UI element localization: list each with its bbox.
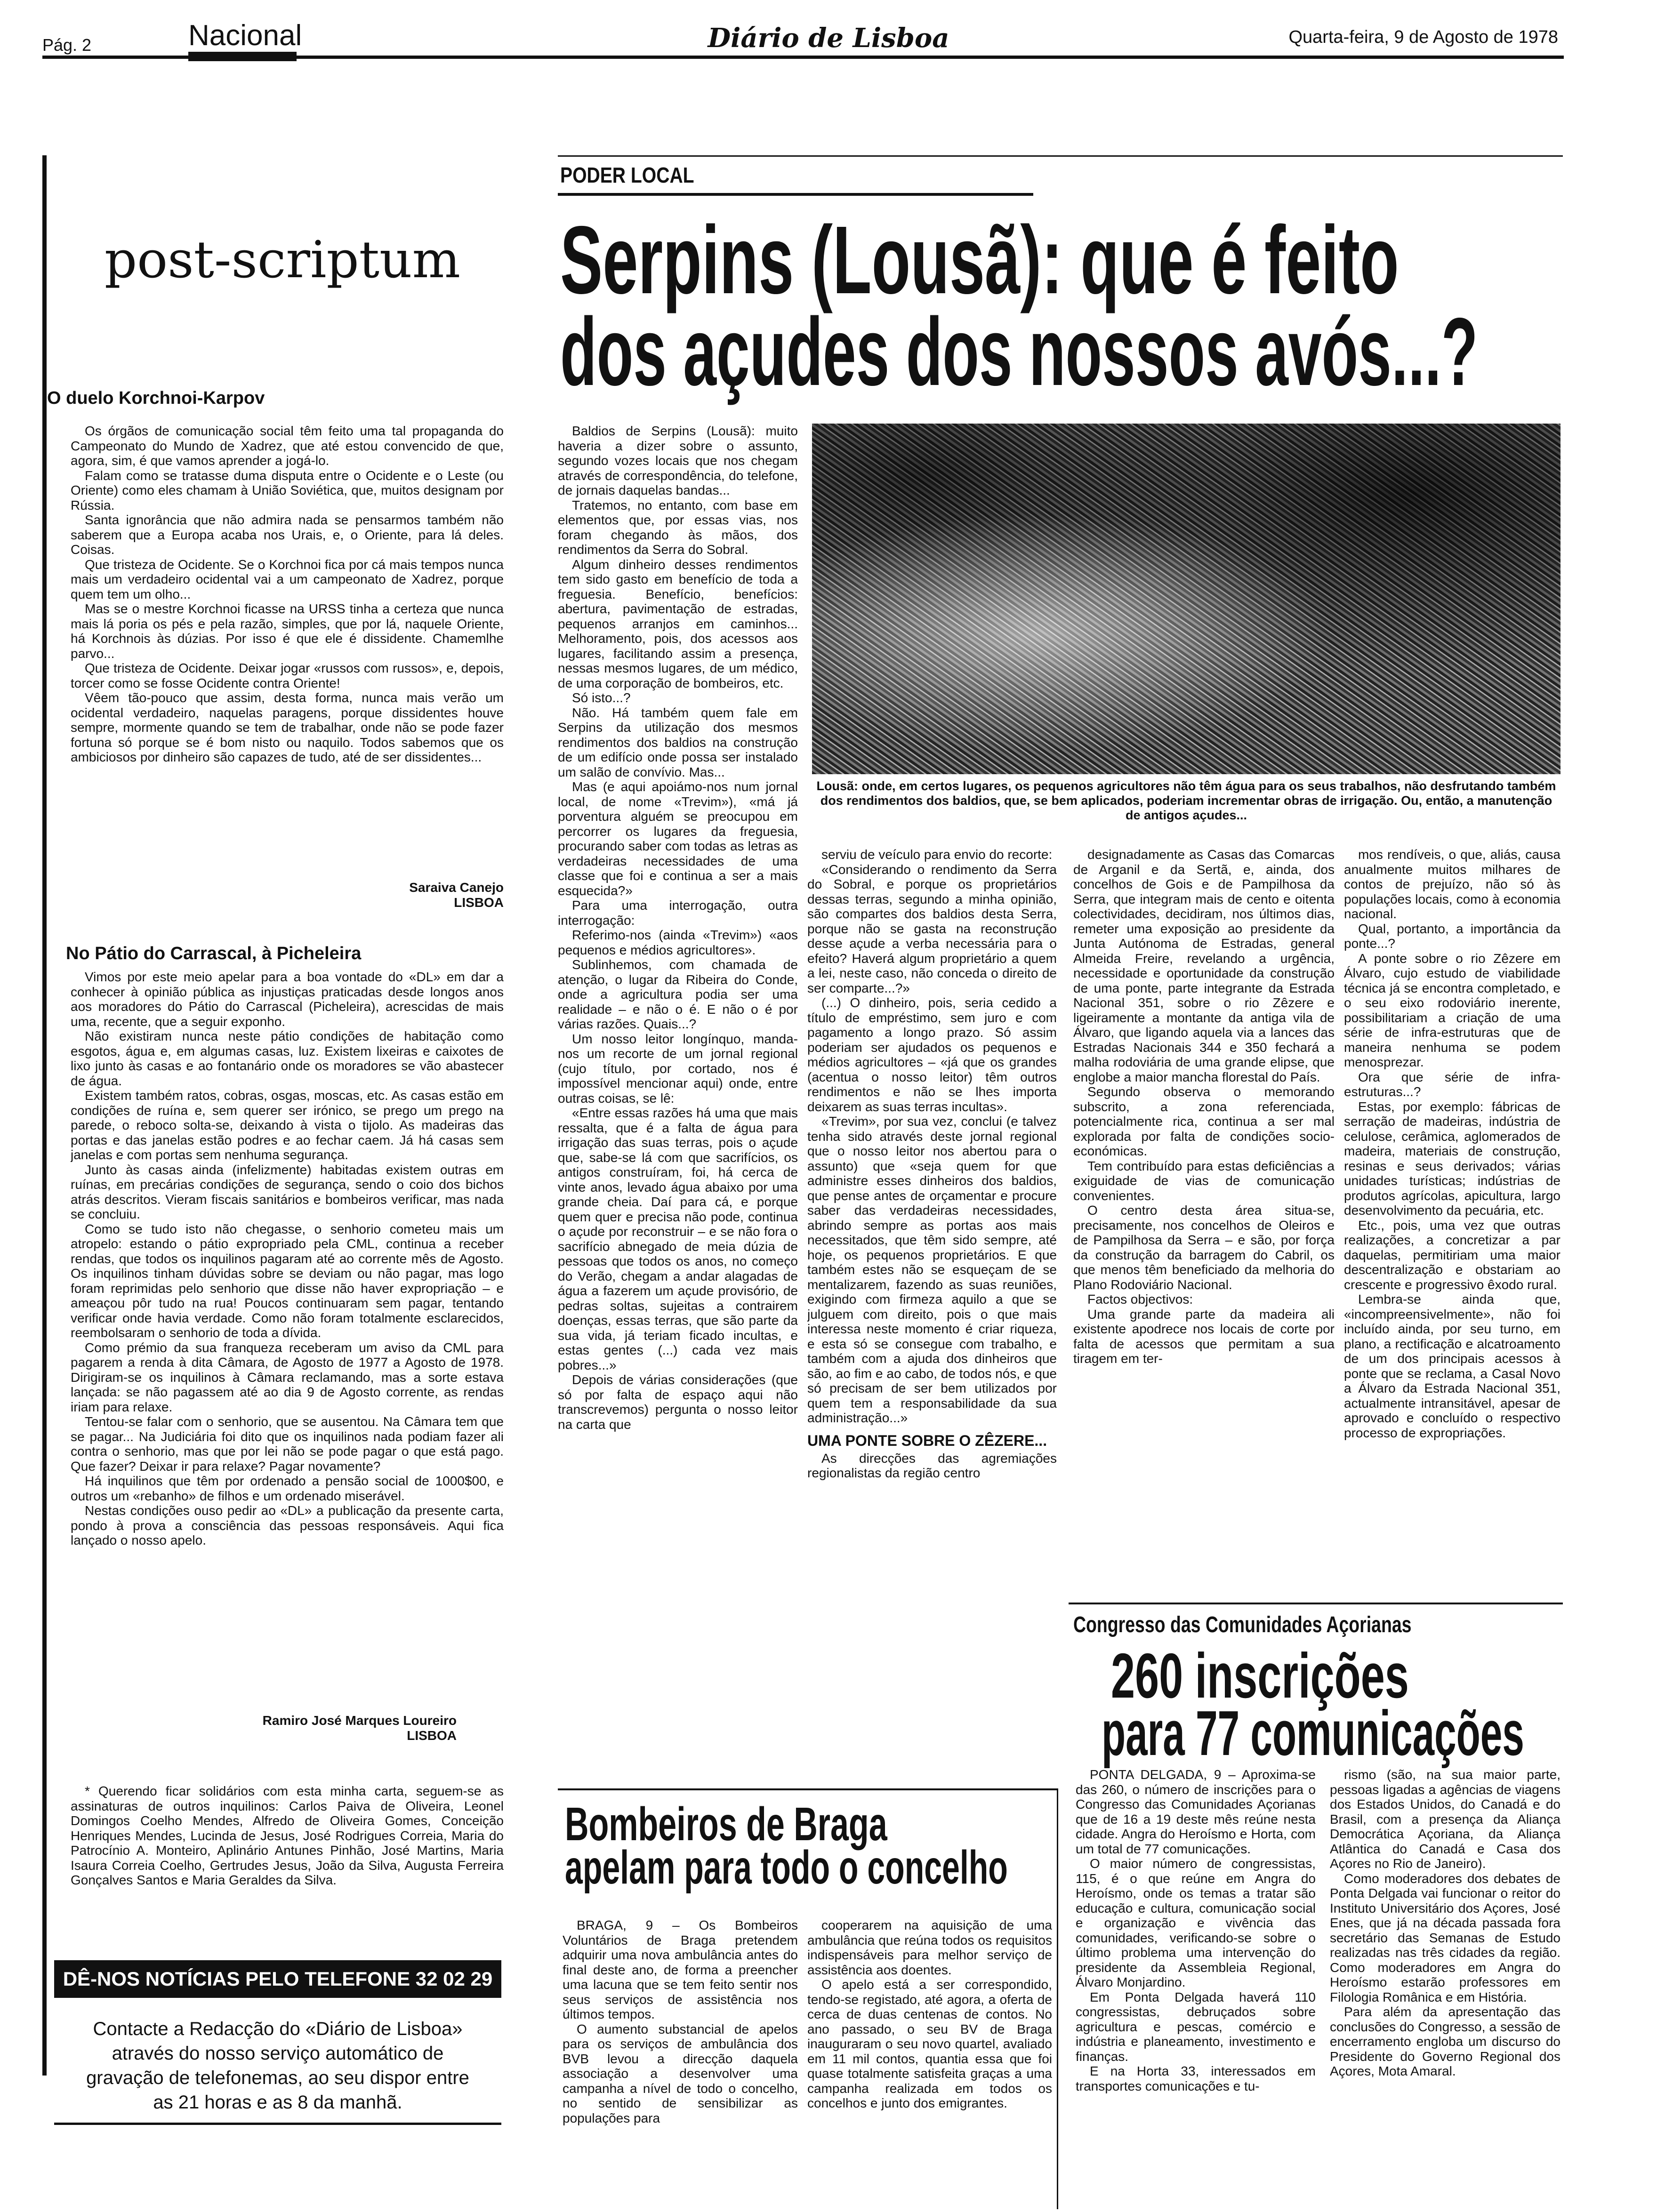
letter-heading: O duelo Korchnoi-Karpov (47, 388, 265, 408)
paragraph: O apelo está a ser correspondido, tendo-se registado, até agora, a oferta de cerca de duas centenas de contos. No ano passado, o seu BV de Braga inauguraram o seu novo quartel, avaliado em 11 mil contos, quantia essa que foi quase totalmente satisfeita graças a uma campanha realizada em todos os concelhos e junto dos emigrantes. (807, 1977, 1052, 2110)
contact-box-text: Contacte a Redacção do «Diário de Lisboa» através do nosso serviço automático de gravação de telefonemas, ao seu dispor entre as 21 horas e as 8 da manhã. (86, 2019, 469, 2113)
paragraph: designadamente as Casas das Comarcas de Arganil e da Sertã, e, ainda, dos concelhos de Gois e de Pampilhosa da Serra, que integram mais de cento e oitenta colectividades, decidiram, nos últimos dias, remeter uma exposição ao presidente da Junta Autónoma de Estradas, general Almeida Freire, revelando a urgência, necessidade e oportunidade da construção de uma ponte, parte integrante da Estrada Nacional 351, sobre o rio Zêzere e ligeiramente a montante da antiga vila de Álvaro, que ligando aquela via a lances das Estradas Nacionais 344 e 350 fechará a malha rodoviária de uma grande elipse, que englobe a maior mancha florestal do País. (1073, 847, 1335, 1084)
article-kicker (560, 162, 718, 188)
paragraph: Estas, por exemplo: fábricas de serração de madeiras, indústria de celulose, cerâmica, aglomerados de madeira, materiais de construção, resinas e seus derivados; várias unidades turísticas; indústrias de produtos agrícolas, apicultura, largo desenvolvimento da pecuária, etc. (1344, 1099, 1560, 1218)
signature-city: LISBOA (407, 1728, 457, 1743)
headline-line: 260 inscrições (1111, 1640, 1409, 1711)
congresso-rule (1069, 1603, 1563, 1604)
article-subhead: UMA PONTE SOBRE O ZÊZERE... (807, 1432, 1047, 1449)
letter-signature (71, 1713, 457, 1743)
paragraph: Como prémio da sua franqueza receberam um aviso da CML para pagarem a renda à dita Câmara, de Agosto de 1977 a Agosto de 1978. Dirigiram-se os inquilinos à Câmara reclamando, mas a sorte estava lançada: se não pagassem até ao dia 9 de Agosto corrente, as rendas iriam para relaxe. (71, 1340, 504, 1414)
paragraph: As direcções das agremiações regionalistas da região centro (807, 1451, 1057, 1480)
paragraph: cooperarem na aquisição de uma ambulância que reúna todos os requisitos indispensáveis para melhor serviço de assistência aos doentes. (807, 1918, 1052, 1977)
headline-line: apelam para todo o concelho (565, 1841, 1008, 1894)
paragraph: Para além da apresentação das conclusões do Congresso, a sessão de encerramento engloba um discurso do Presidente do Governo Regional dos Açores, Mota Amaral. (1330, 2004, 1560, 2078)
paragraph: Ora que série de infra-estruturas...? (1344, 1069, 1560, 1099)
bombeiros-headline (565, 1798, 1054, 1894)
letter-signature (71, 880, 504, 910)
paragraph: Factos objectivos: (1087, 1292, 1193, 1306)
paragraph: E na Horta 33, interessados em transportes comunicações e tu- (1076, 2064, 1316, 2093)
paragraph: Há inquilinos que têm por ordenado a pensão social de 1000$00, e outros um «rebanho» de filhos e um ordenado miserável. (71, 1474, 504, 1503)
postscriptum-title: post-scriptum (104, 231, 461, 289)
paragraph: Não. Há também quem fale em Serpins da utilização dos mesmos rendimentos dos baldios na construção de um edifício onde possa ser instalado um salão de convívio. Mas... (558, 705, 798, 779)
paragraph: Nestas condições ouso pedir ao «DL» a publicação da presente carta, pondo à prova a consciência das pessoas responsáveis. Aqui fica lançado o nosso apelo. (71, 1503, 504, 1547)
section-marker-bar (188, 52, 297, 61)
paragraph: Referimo-nos (ainda «Trevim») «aos pequenos e médios agricultores». (558, 928, 798, 957)
paragraph: Os órgãos de comunicação social têm feito uma tal propaganda do Campeonato do Mundo de Xadrez, que até estou convencido de que, agora, sim, é que vamos aprender a jogá-lo. (71, 424, 504, 468)
paragraph: rismo (são, na sua maior parte, pessoas ligadas a agências de viagens dos Estados Unidos, do Canadá e do Brasil, com a presença da Aliança Democrática Açoriana, da Aliança Atlântica do Canadá e Casa dos Açores no Rio de Janeiro). (1330, 1767, 1560, 1871)
paragraph: Junto às casas ainda (infelizmente) habitadas existem outras em ruínas, em precárias condições de segurança, sendo o coio dos bichos atrás descritos. Vieram fiscais sanitários e bombeiros verificar, mas nada se concluiu. (71, 1162, 504, 1221)
article-photo (812, 424, 1560, 774)
footnote-text: * Querendo ficar solidários com esta minha carta, seguem-se as assinaturas de outros inquilinos: Carlos Paiva de Oliveira, Leonel Domingos Coelho Mendes, Alfredo de Oliveira Gomes, Conceição Henriques Mendes, Lucinda de Jesus, José Rodrigues Correia, Maria do Patrocínio A. Monteiro, Aplinário Antunes Pinhão, José Martins, Maria Isaura Correia Coelho, Gertrudes Jesus, João da Silva, Augusta Ferreira Gonçalves Santos e Maria Geraldes da Silva. (71, 1784, 504, 1887)
article-column (563, 1918, 798, 2205)
paragraph: Como se tudo isto não chegasse, o senhorio cometeu mais um atropelo: estando o pátio expropriado pela CML, continua a receber rendas, que todos os inquilinos pagaram até ao corrente mês de Agosto. Os inquilinos tinham dúvidas sobre se deviam ou não pagar, mas logo foram reprimidas pelo senhorio que disse não haver expropriação – e ameaçou pôr tudo na rua! Poucos continuaram sem pagar, tentando verificar onde havia verdade. Como não foram totalmente esclarecidos, reembolsaram o senhorio de toda a dívida. (71, 1221, 504, 1340)
headline-line: dos açudes dos nossos avós...? (560, 298, 1478, 406)
paragraph: Para uma interrogação, outra interrogação: (558, 898, 798, 928)
paragraph: O aumento substancial de apelos para os serviços de ambulância dos BVB levou a direcção daquela associação a desenvolver uma campanha a nível de todo o concelho, no sentido de sensibilizar as populações para (563, 2021, 798, 2125)
kicker-text: Congresso das Comunidades Açorianas (1073, 1612, 1412, 1637)
masthead-logo: Diário de Lisboa (708, 23, 949, 54)
paragraph: Etc., pois, uma vez que outras realizações, a concretizar a par daquelas, permitiriam uma maior descentralização e obstariam ao crescente e progressivo êxodo rural. (1344, 1218, 1560, 1292)
paragraph: O maior número de congressistas, 115, é o que reúne em Angra do Heroísmo, onde os temas a tratar são educação e cultura, comunicação social e organização e vivência das comunidades, verificando-se sobre o último problema uma intervenção do presidente da Assembleia Regional, Álvaro Monjardino. (1076, 1856, 1316, 1989)
article-column (1076, 1767, 1316, 2205)
letter-body (71, 424, 504, 873)
letter-footnote (71, 1784, 504, 1925)
contact-box (54, 1953, 501, 2125)
paragraph: Uma grande parte da madeira ali existente apodrece nos locais de corte por falta de acessos que permitam a sua tiragem em ter- (1073, 1306, 1335, 1366)
paragraph: Existem também ratos, cobras, osgas, moscas, etc. As casas estão em condições de ruína e, sem querer ser irónico, se prego um prego na parede, o reboco solta-se, deixando à vista o tijolo. As madeiras das portas e das janelas estão podres e ao fechar caem. Já há casas sem janelas e com portas sem nenhuma segurança. (71, 1088, 504, 1162)
paragraph: Mas se o mestre Korchnoi ficasse na URSS tinha a certeza que nunca mais lá poria os pés e pela razão, simples, que por lá, naquele Oriente, há Korchnois às dúzias. Por isso é que ele é dissidente. Chamemlhe parvo... (71, 601, 504, 661)
paragraph: Depois de várias considerações (que só por falta de espaço aqui não transcrevemos) pergunta o nosso leitor na carta que (558, 1372, 798, 1432)
paragraph: Mas (e aqui apoiámo-nos num jornal local, de nome «Trevim»), «má já porventura alguém se preocupou em percorrer os lugares da freguesia, procurando saber com todas as letras as verdadeiras necessidades de uma classe que foi e continua a ser a mais esquecida?» (558, 779, 798, 898)
paragraph: (...) O dinheiro, pois, seria cedido a título de empréstimo, sem juro e com pagamento a longo prazo. Só assim poderiam ser ajudados os pequenos e médios agricultores – «já que os grandes (acentua o nosso leitor) têm outros rendimentos e não se lhes importa deixarem as suas terras incultas». (807, 995, 1057, 1114)
paragraph: Qual, portanto, a importância da ponte...? (1344, 921, 1560, 951)
paragraph: «Trevim», por sua vez, conclui (e talvez tenha sido através deste jornal regional que o nosso leitor nos abertou para o assunto) que «seja quem for que administre esses dinheiros dos baldios, que pense antes de orçamentar e procure saber das verdadeiras necessidades, abrindo sempre as portas aos mais necessitados, que têm sido sempre, até hoje, os pequenos proprietários. E que também estes não se esqueçam de se mentalizarem, fazendo as suas reuniões, exigindo com firmeza aquilo a que se julguem com direito, pois o que mais interessa neste momento é criar riqueza, e esta só se consegue com trabalho, e também com a ajuda dos dinheiros que são, ao fim e ao cabo, de todos nós, e que só precisam de ser bem utilizados por quem tem a responsabilidade da sua administração...» (807, 1114, 1057, 1425)
paragraph: PONTA DELGADA, 9 – Aproxima-se das 260, o número de inscrições para o Congresso das Comunidades Açorianas que de 16 a 19 deste mês reúne nesta cidade. Angra do Heroísmo e Horta, com um total de 77 comunicações. (1076, 1767, 1316, 1856)
paragraph: Tem contribuído para estas deficiências a exiguidade de vias de comunicação convenientes. (1073, 1158, 1335, 1203)
page-number: Pág. 2 (42, 35, 92, 55)
paragraph: Baldios de Serpins (Lousã): muito haveria a dizer sobre o assunto, segundo vozes locais que nos chegam através de correspondência, do telefone, de jornais daquelas bandas... (558, 424, 798, 497)
kicker-rule (558, 193, 1033, 196)
paragraph: Falam como se tratasse duma disputa entre o Ocidente e o Leste (ou Oriente) como eles chamam à União Soviética, que, muitos designam por Rússia. (71, 468, 504, 513)
signature-name: Saraiva Canejo (409, 880, 504, 895)
paragraph: serviu de veículo para envio do recorte: (821, 847, 1053, 862)
photo-caption: Lousã: onde, em certos lugares, os pequenos agricultores não têm água para os seus trabalhos, não desfrutando também dos rendimentos dos baldios, que, se bem aplicados, poderiam incrementar obras de irrigação. Ou, então, a manutenção de antigos açudes... (816, 779, 1556, 822)
paragraph: «Entre essas razões há uma que mais ressalta, que é a falta de água para irrigação das suas terras, pois o açude que, sabe-se lá com que sacrifícios, os antigos construíram, foi, há cerca de vinte anos, levado água abaixo por uma grande cheia. Daí para cá, e porque quem quer e precisa não pode, continua o açude por reconstruir – e se não fora o sacrifício abnegado de meia dúzia de pessoas que todos os anos, no começo do Verão, chegam a andar alagadas de água a fazerem um açude provisório, de pedras soltas, sujeitas a contrairem doenças, essas terras, que são parte da sua vida, já teriam ficado incultas, e estas gentes (...) cada vez mais pobres...» (558, 1106, 798, 1372)
paragraph: O centro desta área situa-se, precisamente, nos concelhos de Oleiros e de Pampilhosa da Serra – e são, por força da construção da barragem do Cabril, os que menos têm beneficiado da melhoria do Plano Rodoviário Nacional. (1073, 1203, 1335, 1292)
headline-line: Serpins (Lousã): que é feito (560, 214, 1399, 314)
paragraph: Vimos por este meio apelar para a boa vontade do «DL» em dar a conhecer à opinião pública as injustiças praticadas desde longos anos aos moradores do Pátio do Carrascal (Picheleira), acrescidas de mais uma, recente, que a seguir exponho. (71, 970, 504, 1029)
paragraph: Algum dinheiro desses rendimentos tem sido gasto em benefício de toda a freguesia. Benefício, benefícios: abertura, pavimentação de estradas, pequenos arranjos em caminhos... Melhoramento, pois, dos acessos aos lugares, facilitando assim a presença, nessas mesmos lugares, de um médico, de uma corporação de bombeiros, etc. (558, 557, 798, 690)
article-column (1330, 1767, 1560, 2205)
headline-line: para 77 comunicações (1102, 1698, 1524, 1769)
article-column (1344, 847, 1560, 1595)
paragraph: Tentou-se falar com o senhorio, que se ausentou. Na Câmara tem que se pagar... Na Judiciária foi dito que os inquilinos nada podiam fazer ali contra o senhorio, mas que por lei não se pode pagar o que está pago. Que fazer? Deixar ir para relaxe? Pagar novamente? (71, 1414, 504, 1474)
article-headline (560, 214, 1563, 412)
paragraph: mos rendíveis, o que, aliás, causa anualmente muitos milhares de contos de prejuízo, não só às populações locais, como à economia nacional. (1344, 847, 1560, 921)
paragraph: A ponte sobre o rio Zêzere em Álvaro, cujo estudo de viabilidade técnica já se encontra completado, e o seu eixo rodoviário inerente, possibilitariam a criação de uma série de infra-estruturas que de maneira nenhuma se podem menosprezar. (1344, 951, 1560, 1069)
paragraph: Vêem tão-pouco que assim, desta forma, nunca mais verão um ocidental verdadeiro, naquelas paragens, porque dissidentes houve sempre, mormente quando se tem de trabalhar, onde não se pode fazer fortuna só porque se é bom nisto ou naquilo. Todos sabemos que os ambiciosos por dinheiro são capazes de tudo, até de ser dissidentes... (71, 690, 504, 764)
contact-box-title: DÊ-NOS NOTÍCIAS PELO TELEFONE 32 02 29 (54, 1960, 501, 1998)
paragraph: Só isto...? (572, 690, 631, 705)
paragraph: Santa ignorância que não admira nada se pensarmos também não saberem que a Europa acaba nos Urais, e, o Oriente, para lá deles. Coisas. (71, 513, 504, 557)
signature-city: LISBOA (454, 895, 504, 910)
article-column (1073, 847, 1335, 1595)
paragraph: Sublinhemos, com chamada de atenção, o lugar da Ribeira do Conde, onde a agricultura podia ser uma realidade – e não o é. E não o é por várias razões. Quais...? (558, 957, 798, 1031)
paragraph: Como moderadores dos debates de Ponta Delgada vai funcionar o reitor do Instituto Universitário dos Açores, José Enes, que já na década passada fora secretário das Semanas de Estudo realizadas nas três cidades da região. Como moderadores em Angra do Heroísmo estarão professores em Filologia Românica e em História. (1330, 1871, 1560, 2004)
article-column (807, 1918, 1052, 2205)
paragraph: Tratemos, no entanto, com base em elementos que, por essas vias, nos foram chegando às mãos, dos rendimentos da Serra do Sobral. (558, 497, 798, 557)
paragraph: Segundo observa o memorando subscrito, a zona referenciada, potencialmente rica, continua a ser mal explorada por falta de condições socio-económicas. (1073, 1084, 1335, 1158)
headline-line: Bombeiros de Braga (565, 1798, 887, 1851)
article-column (558, 424, 798, 1772)
column-text (807, 1451, 1057, 1481)
left-column-border (42, 155, 47, 2076)
column-text (807, 847, 1057, 1426)
signature-name: Ramiro José Marques Loureiro (262, 1713, 457, 1728)
paragraph: Em Ponta Delgada haverá 110 congressistas, debruçados sobre agricultura e pescas, comércio e indústria e planeamento, investimento e finanças. (1076, 1989, 1316, 2064)
section-name: Nacional (188, 19, 302, 52)
congresso-headline (1102, 1640, 1563, 1769)
kicker-text: PODER LOCAL (560, 163, 694, 187)
letter-body (71, 970, 504, 1708)
paragraph: «Considerando o rendimento da Serra do Sobral, e porque os proprietários dessas terras, segundo a minha opinião, são compartes dos baldios desta Serra, porque não se gasta na reconstrução desse açude a verba necessária para o efeito? Haverá algum proprietário a quem a lei, neste caso, não conceda o direito de ser comparte...?» (807, 862, 1057, 995)
article-column (807, 847, 1057, 1772)
issue-date: Quarta-feira, 9 de Agosto de 1978 (1288, 27, 1558, 47)
paragraph: Que tristeza de Ocidente. Deixar jogar «russos com russos», e, depois, torcer como se fosse Ocidente contra Oriente! (71, 661, 504, 690)
congresso-kicker (1073, 1612, 1507, 1638)
paragraph: Lembra-se ainda que, «incompreensivelmente», não foi incluído ainda, por seu turno, em plano, a rectificação e alcatroamento de um dos principais acessos à ponte que se reclama, a Casal Novo a Álvaro da Estrada Nacional 351, actualmente intransitável, apesar de aprovado e concluído o respectivo processo de expropriações. (1344, 1292, 1560, 1440)
letter-heading: No Pátio do Carrascal, à Picheleira (66, 944, 362, 963)
article-top-rule (558, 155, 1563, 157)
paragraph: BRAGA, 9 – Os Bombeiros Voluntários de Braga pretendem adquirir uma nova ambulância antes do final deste ano, de forma a preencher uma lacuna que se tem feito sentir nos seus serviços de assistência nos últimos tempos. (563, 1918, 798, 2021)
paragraph: Um nosso leitor longínquo, manda-nos um recorte de um jornal regional (cujo título, por cortado, nos é impossível mencionar aqui) onde, entre outras coisas, se lê: (558, 1031, 798, 1106)
paragraph: Que tristeza de Ocidente. Se o Korchnoi fica por cá mais tempos nunca mais um verdadeiro ocidental vai a um campeonato de Xadrez, porque quem tem um olho... (71, 557, 504, 601)
paragraph: Não existiram nunca neste pátio condições de habitação como esgotos, água e, em algumas casas, luz. Existem lixeiras e caixotes de lixo junto às casas e ao fontanário onde os moradores se vão abastecer de água. (71, 1029, 504, 1088)
